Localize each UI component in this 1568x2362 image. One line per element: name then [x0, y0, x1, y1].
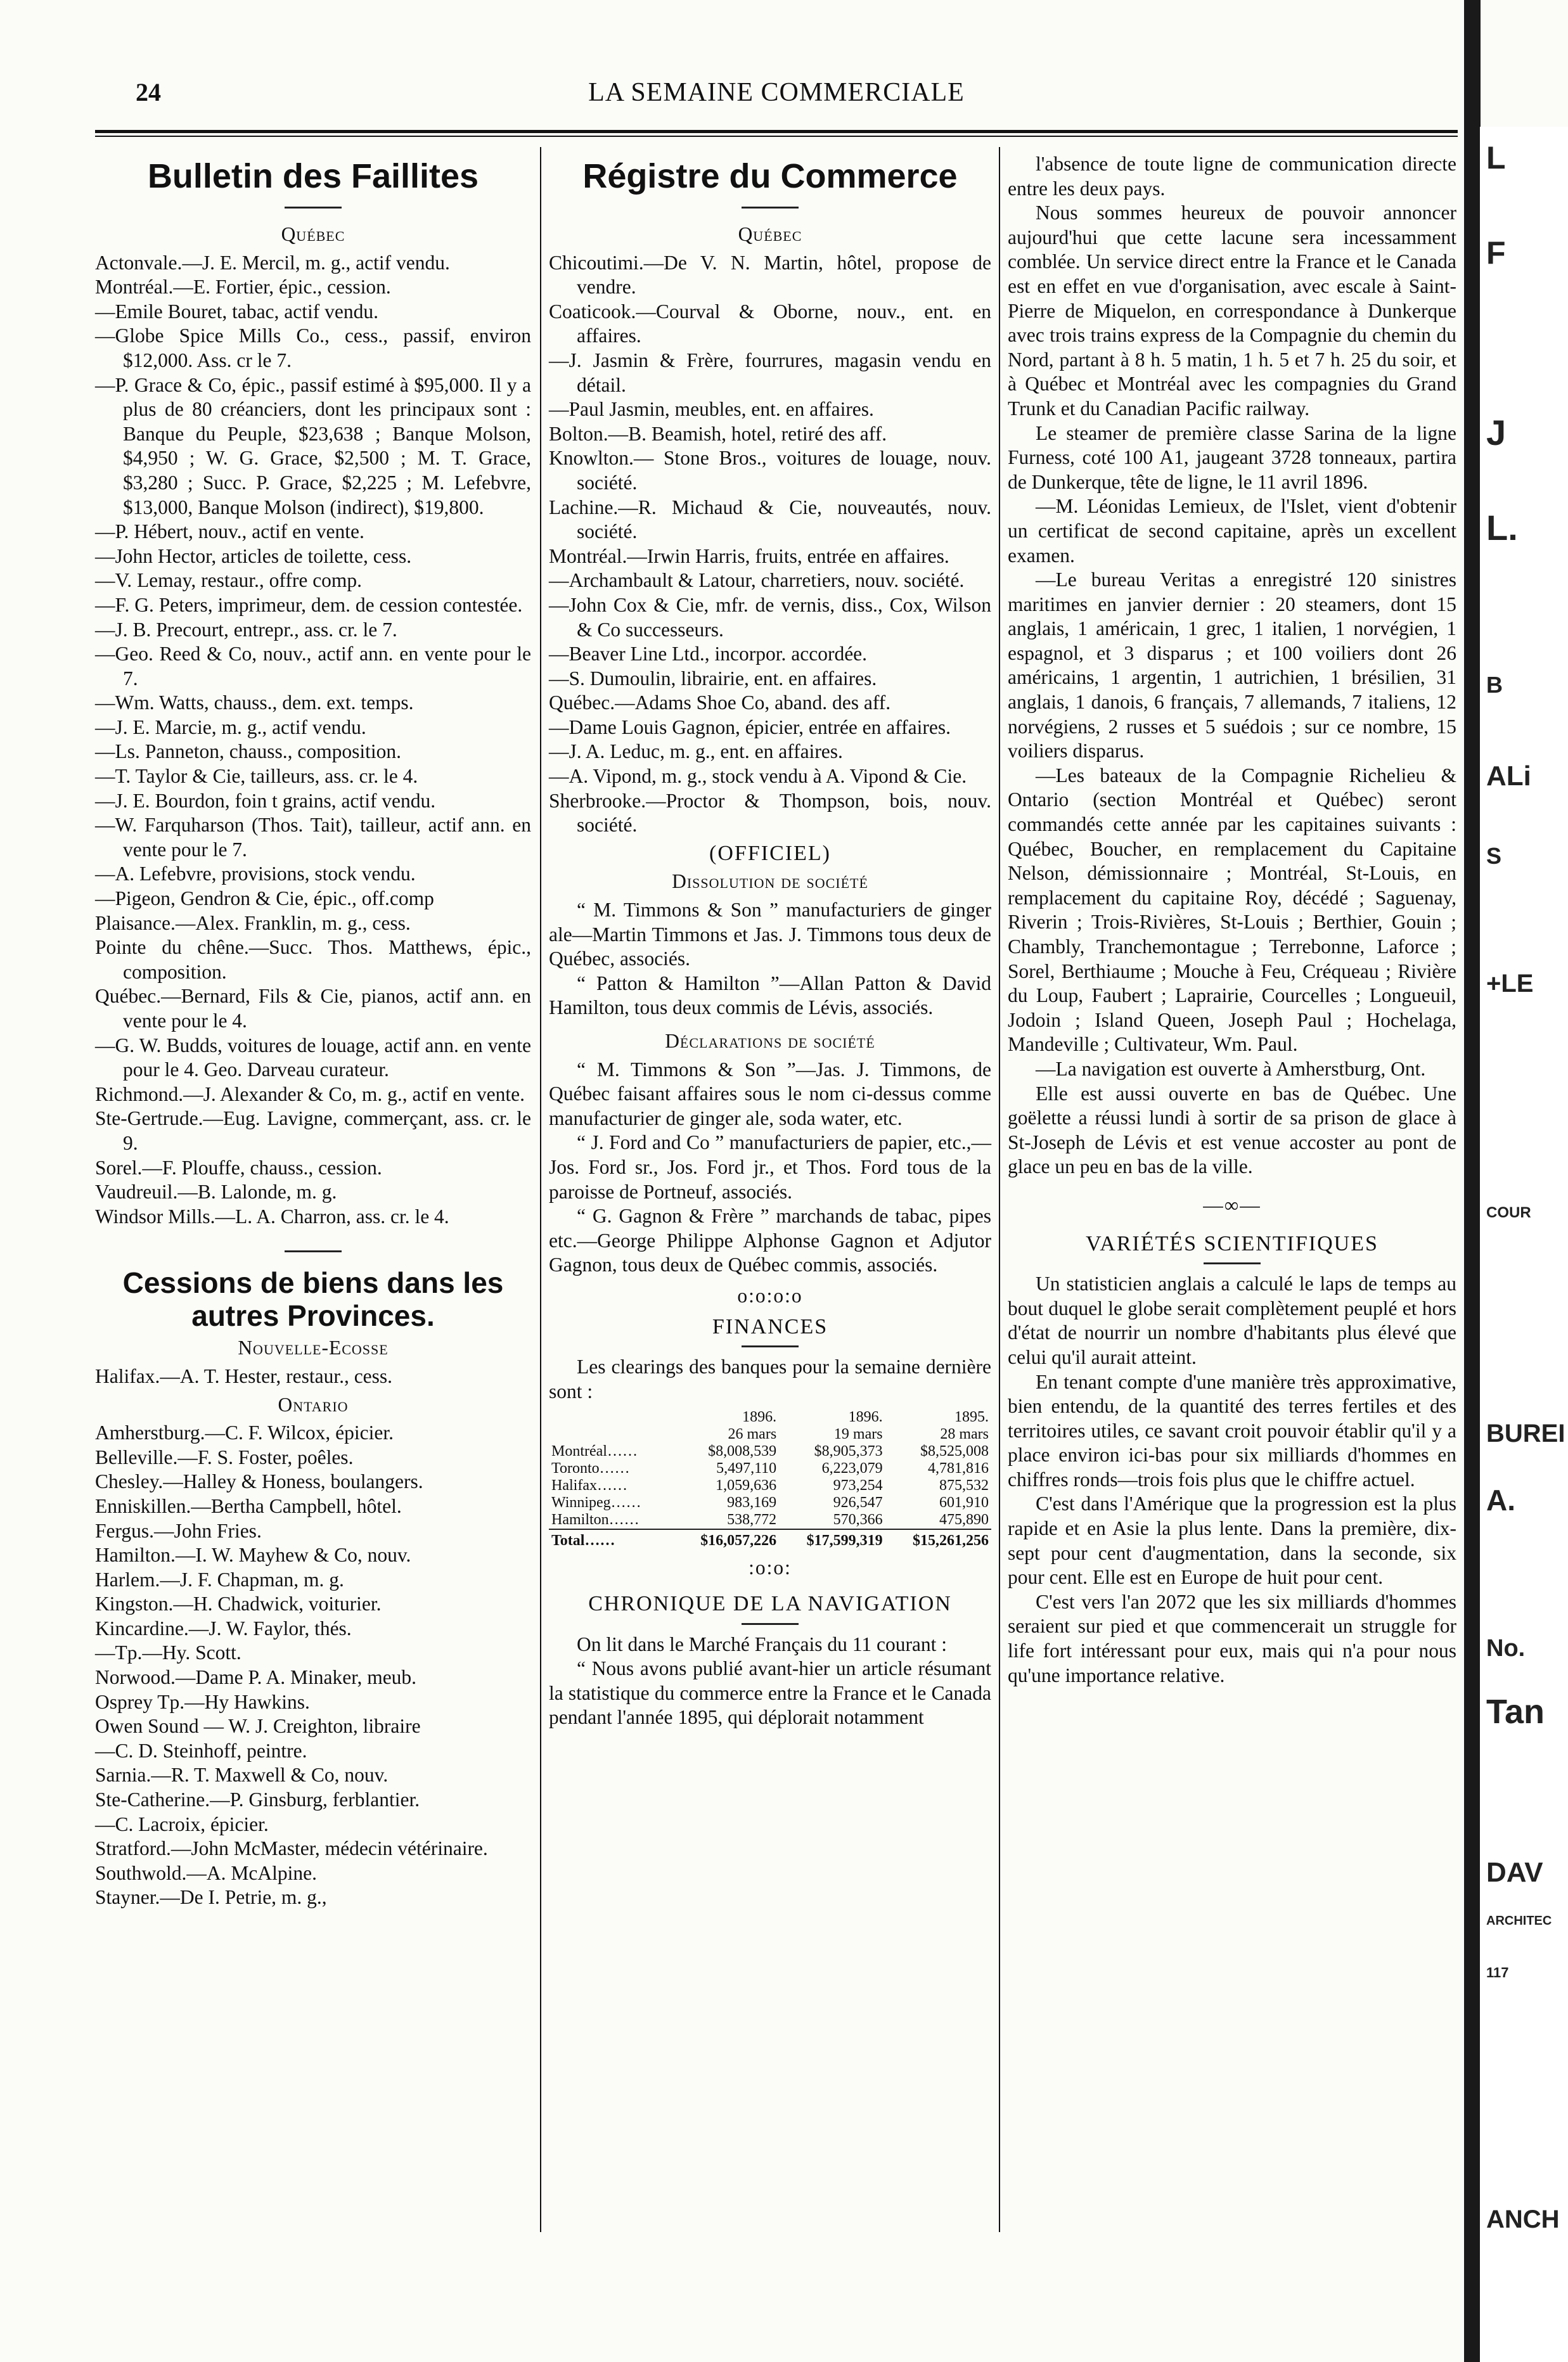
table-header: 28 mars: [940, 1426, 989, 1443]
adjacent-page-text: L.: [1486, 508, 1518, 548]
faillite-entry: Sorel.—F. Plouffe, chauss., cession.: [95, 1156, 382, 1179]
faillite-entry: —P. Hébert, nouv., actif en vente.: [95, 520, 364, 543]
dissolution-list: [549, 898, 991, 1020]
table-cell: 926,547: [833, 1494, 883, 1512]
cession-entry: Amherstburg.—C. F. Wilcox, épicier.: [95, 1422, 394, 1444]
table-cell: $8,525,008: [920, 1443, 989, 1460]
registre-entry: —A. Vipond, m. g., stock vendu à A. Vipond & Cie.: [549, 765, 967, 788]
declarations-list: [549, 1058, 991, 1278]
adjacent-page-text: J: [1486, 413, 1507, 453]
cession-entry: —Tp.—Hy. Scott.: [95, 1641, 241, 1664]
faillite-entry: —J. B. Precourt, entrepr., ass. cr. le 7.: [95, 618, 397, 641]
section-rule: [742, 207, 799, 209]
table-cell: 601,910: [939, 1494, 989, 1512]
article-paragraph: —Le bureau Veritas a enregistré 120 sinistres maritimes en janvier dernier : 20 steamers, dont 15 anglais, 1 américain, 1 grec, 1 italien, 1 norvégien, 1 espagnol, et 3 disparus ; et 100 voiliers dont 26 américains, 1 argentin, 1 autrichien, 1 brésilien, 31 anglais, 1 danois, 6 français, 7 allemands, 7 italiens, 12 norvégiens, 2 russes et 5 suédois ; sur ce nombre, 15 voiliers disparus.: [1008, 568, 1456, 762]
faillite-entry: Montréal.—E. Fortier, épic., cession.: [95, 276, 391, 298]
faillite-entry: Pointe du chêne.—Succ. Thos. Matthews, épic., composition.: [95, 936, 531, 983]
table-cell: Total……: [549, 1529, 673, 1550]
faillite-entry: —Wm. Watts, chauss., dem. ext. temps.: [95, 691, 414, 714]
article-paragraph: —La navigation est ouverte à Amherstburg, Ont.: [1036, 1057, 1426, 1080]
cession-entry: Halifax.—A. T. Hester, restaur., cess.: [95, 1364, 393, 1387]
header-rule-thick: [95, 130, 1458, 133]
cessions-title: Cessions de biens dans les autres Provinces.: [122, 1266, 504, 1333]
adjacent-page-text: +LE: [1486, 970, 1534, 998]
cession-entry: Hamilton.—I. W. Mayhew & Co, nouv.: [95, 1544, 411, 1567]
faillite-entry: —Pigeon, Gendron & Cie, épic., off.comp: [95, 887, 434, 910]
declaration-entry: “ M. Timmons & Son ”—Jas. J. Timmons, de Québec faisant affaires sous le nom ci-dessus comme manufacturier de ginger ale, soda water, etc.: [549, 1058, 991, 1129]
column-registre: [549, 157, 991, 1730]
newspaper-title: LA SEMAINE COMMERCIALE: [588, 78, 965, 107]
table-cell: Toronto……: [551, 1460, 630, 1477]
ontario-list: [95, 1421, 531, 1910]
cession-entry: Chesley.—Halley & Honess, boulangers.: [95, 1470, 423, 1493]
adjacent-page-fragment: [1480, 127, 1568, 2362]
table-cell: 973,254: [833, 1477, 883, 1494]
table-header: 1896.: [848, 1409, 883, 1426]
cession-entry: Norwood.—Dame P. A. Minaker, meub.: [95, 1666, 417, 1689]
cession-entry: Belleville.—F. S. Foster, poêles.: [95, 1446, 354, 1468]
section-rule: [742, 1623, 799, 1625]
adjacent-page-text: S: [1486, 843, 1502, 869]
column-navigation: [1008, 152, 1456, 1688]
dissolution-entry: “ Patton & Hamilton ”—Allan Patton & David Hamilton, tous deux commis de Lévis, associés.: [549, 972, 991, 1019]
table-cell: Montréal……: [551, 1443, 638, 1460]
adjacent-page-text: COUR: [1486, 1204, 1531, 1221]
faillite-entry: —P. Grace & Co, épic., passif estimé à $95,000. Il y a plus de 80 créanciers, dont les principaux sont : Banque du Peuple, $23,638 ; Banque Molson, $4,950 ; W. G. Grace, $2,500 ; M. T. Grace, $3,280 ; Succ. P. Grace, $2,225 ; M. Lefebvre, $13,000, Banque Molson (indirect), $19,800.: [95, 373, 531, 518]
nouvelle-ecosse-heading: Nouvelle-Ecosse: [238, 1337, 389, 1359]
ontario-heading: Ontario: [278, 1393, 349, 1416]
chronique-paragraph: “ Nous avons publié avant-hier un article résumant la statistique du commerce entre la France et le Canada pendant l'année 1895, qui déplorait notamment: [549, 1657, 991, 1729]
article-paragraph: Un statisticien anglais a calculé le laps de temps au bout duquel le globe serait complètement peuplé et hors d'état de nourrir un nombre d'habitants plus élevé que celui qu'il aurait atteint.: [1008, 1273, 1456, 1368]
registre-entry: Bolton.—B. Beamish, hotel, retiré des aff.: [549, 422, 887, 445]
officiel-heading: (OFFICIEL): [709, 841, 831, 865]
adjacent-page-text: No.: [1486, 1635, 1526, 1662]
quebec-heading: Québec: [281, 223, 345, 245]
table-cell: 6,223,079: [821, 1460, 883, 1477]
table-cell: $16,057,226: [673, 1529, 779, 1550]
article-paragraph: l'absence de toute ligne de communication directe entre les deux pays.: [1008, 153, 1456, 200]
faillite-entry: Ste-Gertrude.—Eug. Lavigne, commerçant, ass. cr. le 9.: [95, 1107, 531, 1154]
declarations-heading: Déclarations de société: [665, 1030, 875, 1052]
article-paragraph: C'est dans l'Amérique que la progression est la plus rapide et en Asie la plus lente. Dans la première, dix-sept pour cent d'augmentation, dans la seconde, six pour cent. Elle est en Europe de huit pour cent.: [1008, 1492, 1456, 1589]
cession-entry: —C. Lacroix, épicier.: [95, 1813, 269, 1835]
cession-entry: —C. D. Steinhoff, peintre.: [95, 1739, 307, 1762]
cession-entry: Kingston.—H. Chadwick, voiturier.: [95, 1593, 382, 1615]
adjacent-page-text: 117: [1486, 1965, 1509, 1980]
ornament-divider: o:o:o:o: [737, 1284, 803, 1307]
cession-entry: Kincardine.—J. W. Faylor, thés.: [95, 1617, 352, 1640]
table-cell: Hamilton……: [551, 1512, 639, 1529]
dissolution-heading: Dissolution de société: [672, 870, 868, 893]
table-row: [549, 1494, 991, 1512]
chronique-paragraph: On lit dans le Marché Français du 11 courant :: [577, 1633, 948, 1655]
registre-entry: Sherbrooke.—Proctor & Thompson, bois, nouv. société.: [549, 789, 991, 837]
faillite-entry: Plaisance.—Alex. Franklin, m. g., cess.: [95, 911, 411, 934]
page-edge-shadow: [1464, 0, 1481, 2362]
dissolution-entry: “ M. Timmons & Son ” manufacturiers de ginger ale—Martin Timmons et Jas. J. Timmons tous deux de Québec, associés.: [549, 899, 991, 970]
registre-entry: —Dame Louis Gagnon, épicier, entrée en affaires.: [549, 716, 951, 738]
ornament-divider: —∞—: [1203, 1193, 1261, 1216]
declaration-entry: “ G. Gagnon & Frère ” marchands de tabac, pipes etc.—George Philippe Alphonse Gagnon et Adjutor Gagnon, tous deux de Québec commis, associés.: [549, 1205, 991, 1276]
table-row: [549, 1512, 991, 1529]
faillite-entry: —G. W. Budds, voitures de louage, actif ann. en vente pour le 4. Geo. Darveau curateur.: [95, 1034, 531, 1081]
registre-list: [549, 251, 991, 838]
cession-entry: Southwold.—A. McAlpine.: [95, 1861, 317, 1884]
article-paragraph: Elle est aussi ouverte en bas de Québec. Une goëlette a réussi lundi à sortir de sa prison de glace à St-Joseph de Lévis et est venue accoster au pont de glace un peu en bas de la ville.: [1008, 1082, 1456, 1178]
table-row: [549, 1477, 991, 1494]
finances-intro: Les clearings des banques pour la semaine dernière sont :: [549, 1356, 991, 1402]
cession-entry: Fergus.—John Fries.: [95, 1519, 262, 1542]
table-cell: 4,781,816: [928, 1460, 989, 1477]
article-paragraph: —M. Léonidas Lemieux, de l'Islet, vient d'obtenir un certificat de second capitaine, après un excellent examen.: [1008, 495, 1456, 567]
faillite-entry: Vaudreuil.—B. Lalonde, m. g.: [95, 1181, 337, 1203]
faillite-entry: —Ls. Panneton, chauss., composition.: [95, 740, 401, 763]
quebec-heading: Québec: [738, 223, 802, 245]
column-faillites: [95, 157, 531, 1910]
article-paragraph: C'est vers l'an 2072 que les six milliards d'hommes seraient sur pied et que commencerait un struggle for life fort intéressant pour eux, mais qui n'a pour nous qu'une importance relative.: [1008, 1590, 1456, 1686]
cession-entry: Stayner.—De I. Petrie, m. g.,: [95, 1886, 327, 1909]
cession-entry: Harlem.—J. F. Chapman, m. g.: [95, 1568, 344, 1591]
table-cell: 983,169: [727, 1494, 777, 1512]
faillite-entry: Richmond.—J. Alexander & Co, m. g., actif en vente.: [95, 1082, 525, 1105]
cession-entry: Sarnia.—R. T. Maxwell & Co, nouv.: [95, 1764, 389, 1787]
cession-entry: Osprey Tp.—Hy Hawkins.: [95, 1690, 310, 1713]
table-cell: $8,905,373: [814, 1443, 883, 1460]
page-number: 24: [136, 78, 161, 106]
faillite-entry: —V. Lemay, restaur., offre comp.: [95, 569, 363, 592]
table-row: [549, 1460, 991, 1477]
table-cell: 5,497,110: [716, 1460, 777, 1477]
nouvelle-ecosse-list: [95, 1364, 531, 1389]
faillite-entry: —W. Farquharson (Thos. Tait), tailleur, actif ann. en vente pour le 7.: [95, 814, 531, 861]
faillite-entry: —A. Lefebvre, provisions, stock vendu.: [95, 863, 416, 885]
registre-entry: Coaticook.—Courval & Oborne, nouv., ent. en affaires.: [549, 300, 991, 347]
column-divider-2: [999, 147, 1000, 2232]
faillite-entry: —J. E. Bourdon, foin t grains, actif vendu.: [95, 789, 436, 812]
registre-entry: Chicoutimi.—De V. N. Martin, hôtel, propose de vendre.: [549, 251, 991, 298]
cession-entry: Ste-Catherine.—P. Ginsburg, ferblantier.: [95, 1788, 420, 1811]
navigation-article: [1008, 152, 1456, 1179]
faillites-title: Bulletin des Faillites: [147, 157, 479, 195]
registre-entry: —Archambault & Latour, charretiers, nouv. société.: [549, 569, 965, 592]
faillite-entry: Windsor Mills.—L. A. Charron, ass. cr. le 4.: [95, 1205, 449, 1228]
section-rule: [1204, 1262, 1261, 1264]
faillite-entry: Québec.—Bernard, Fils & Cie, pianos, actif ann. en vente pour le 4.: [95, 985, 531, 1032]
adjacent-page-text: BUREI: [1486, 1420, 1565, 1447]
registre-entry: —Beaver Line Ltd., incorpor. accordée.: [549, 643, 868, 665]
adjacent-page-text: L: [1486, 140, 1506, 176]
table-row: [549, 1443, 991, 1460]
faillite-entry: —T. Taylor & Cie, tailleurs, ass. cr. le 4.: [95, 765, 418, 788]
article-paragraph: —Les bateaux de la Compagnie Richelieu & Ontario (section Montréal et Québec) seront commandés cette année par les capitaines suivants : Québec, Boucher, en remplacement du Capitaine Nelson, démissionnaire ; Montréal, St-Louis, en remplacement du capitaine Roy, décédé ; Saguenay, Riverin ; Trois-Rivières, St-Louis ; Berthier, Gouin ; Chambly, Tranchemontague ; Terrebonne, Laforce ; Sorel, Berthiaume ; Mouche à Feu, Créqueau ; Rivière du Loup, Faubert ; Laprairie, Courcelles ; Longueuil, Jodoin ; Island Queen, Joseph Paul ; Hochelaga, Mandeville ; Cultivateur, Wm. Paul.: [1008, 764, 1456, 1056]
table-header: 26 mars: [728, 1426, 777, 1443]
faillite-entry: —Emile Bouret, tabac, actif vendu.: [95, 300, 378, 323]
article-paragraph: Le steamer de première classe Sarina de la ligne Furness, coté 100 A1, jaugeant 3728 tonneaux, partira de Dunkerque, tête de ligne, le 11 avril 1896.: [1008, 421, 1456, 493]
page-header: [95, 77, 1458, 115]
table-cell: 538,772: [727, 1512, 777, 1529]
table-header-row: [549, 1409, 991, 1426]
section-rule: [285, 1250, 342, 1252]
registre-entry: Montréal.—Irwin Harris, fruits, entrée en affaires.: [549, 544, 949, 567]
registre-entry: —John Cox & Cie, mfr. de vernis, diss., Cox, Wilson & Co successeurs.: [549, 593, 991, 641]
registre-entry: —J. A. Leduc, m. g., ent. en affaires.: [549, 740, 843, 763]
table-cell: $15,261,256: [885, 1529, 991, 1550]
faillite-entry: —J. E. Marcie, m. g., actif vendu.: [95, 716, 366, 738]
registre-entry: —S. Dumoulin, librairie, ent. en affaires.: [549, 667, 877, 690]
cession-entry: Enniskillen.—Bertha Campbell, hôtel.: [95, 1494, 402, 1517]
varietes-article: [1008, 1272, 1456, 1688]
table-header: 19 mars: [833, 1426, 883, 1443]
section-rule: [742, 1345, 799, 1347]
table-cell: 475,890: [939, 1512, 989, 1529]
finances-title: FINANCES: [712, 1314, 828, 1338]
table-cell: Winnipeg……: [551, 1494, 641, 1512]
cession-entry: Owen Sound — W. J. Creighton, libraire: [95, 1715, 421, 1738]
table-cell: 1,059,636: [716, 1477, 777, 1494]
registre-entry: Québec.—Adams Shoe Co, aband. des aff.: [549, 691, 891, 714]
adjacent-page-text: ARCHITEC: [1486, 1914, 1552, 1928]
registre-entry: —J. Jasmin & Frère, fourrures, magasin vendu en détail.: [549, 349, 991, 396]
table-cell: $8,008,539: [708, 1443, 777, 1460]
table-header: 1896.: [742, 1409, 777, 1426]
adjacent-page-text: F: [1486, 235, 1506, 271]
faillites-list: [95, 251, 531, 1229]
ornament-divider: :o:o:: [749, 1556, 792, 1579]
table-header: 1895.: [954, 1409, 989, 1426]
faillite-entry: —Globe Spice Mills Co., cess., passif, environ $12,000. Ass. cr le 7.: [95, 324, 531, 371]
registre-entry: —Paul Jasmin, meubles, ent. en affaires.: [549, 398, 874, 421]
chronique-title: CHRONIQUE DE LA NAVIGATION: [588, 1591, 952, 1615]
table-cell: 570,366: [833, 1512, 883, 1529]
faillite-entry: Actonvale.—J. E. Mercil, m. g., actif vendu.: [95, 251, 450, 274]
adjacent-page-text: DAV: [1486, 1857, 1543, 1888]
adjacent-page-text: Tan: [1486, 1693, 1545, 1731]
table-header-row: [549, 1426, 991, 1443]
table-cell: 875,532: [939, 1477, 989, 1494]
table-cell: $17,599,319: [779, 1529, 885, 1550]
section-rule: [285, 207, 342, 209]
column-divider-1: [540, 147, 541, 2232]
faillite-entry: —John Hector, articles de toilette, cess.: [95, 544, 412, 567]
varietes-title: VARIÉTÉS SCIENTIFIQUES: [1086, 1231, 1378, 1255]
adjacent-page-text: A.: [1486, 1484, 1515, 1517]
article-paragraph: En tenant compte d'une manière très approximative, bien entendu, de la quantité des terres fertiles et des territoires utiles, ce savant croit pouvoir établir qu'il y a place environ ici-bas pour six milliards d'hommes en chiffres ronds—trois fois plus que le chiffre actuel.: [1008, 1370, 1456, 1491]
table-total-row: [549, 1529, 991, 1550]
registre-entry: Knowlton.— Stone Bros., voitures de louage, nouv. société.: [549, 447, 991, 494]
faillite-entry: —F. G. Peters, imprimeur, dem. de cession contestée.: [95, 593, 523, 616]
adjacent-page-text: B: [1486, 672, 1503, 698]
registre-title: Régistre du Commerce: [582, 157, 958, 195]
adjacent-page-text: ANCH: [1486, 2205, 1560, 2233]
table-cell: Halifax……: [551, 1477, 627, 1494]
adjacent-page-text: ALi: [1486, 761, 1531, 792]
declaration-entry: “ J. Ford and Co ” manufacturiers de papier, etc.,—Jos. Ford sr., Jos. Ford jr., et Thos. Ford tous de la paroisse de Portneuf, associés.: [549, 1131, 991, 1203]
cession-entry: Stratford.—John McMaster, médecin vétérinaire.: [95, 1837, 488, 1860]
registre-entry: Lachine.—R. Michaud & Cie, nouveautés, nouv. société.: [549, 496, 991, 543]
faillite-entry: —Geo. Reed & Co, nouv., actif ann. en vente pour le 7.: [95, 643, 531, 690]
clearings-table: [549, 1409, 991, 1550]
header-rule-thin: [95, 136, 1458, 137]
article-paragraph: Nous sommes heureux de pouvoir annoncer aujourd'hui que cette lacune sera incessamment comblée. Un service direct entre la France et le Canada est en effet en vue d'organisation, avec escale à Saint-Pierre de Miquelon, en correspondance à Dunkerque avec trois trains express de la Compagnie du chemin du Nord, partant à 8 h. 5 matin, 1 h. 5 et 7 h. 25 du soir, et à Québec et Montréal avec les compagnies du Grand Trunk et du Canadian Pacific railway.: [1008, 202, 1456, 420]
